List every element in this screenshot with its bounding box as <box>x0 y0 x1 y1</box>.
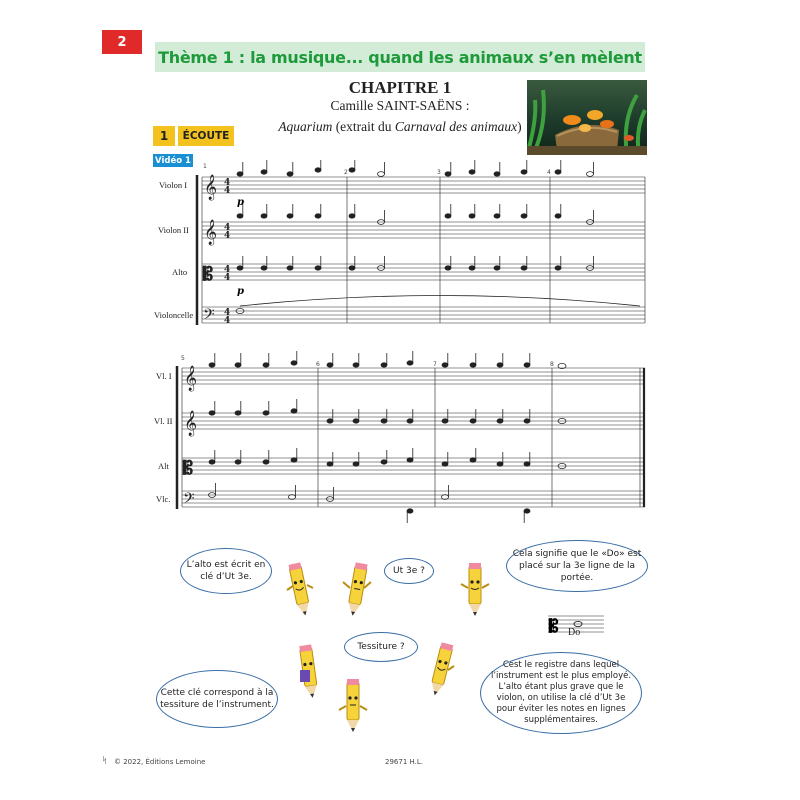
svg-text:4: 4 <box>224 186 231 196</box>
dynamic-marking: p <box>237 197 244 208</box>
instrument-label: Vl. I <box>156 371 172 381</box>
measure-number: 2 <box>344 169 348 176</box>
pencil-character-icon <box>424 640 458 700</box>
work-extract-title: Carnaval des animaux <box>394 119 518 134</box>
speech-bubble: Cest le registre dans lequel l’instrument est le plus employé. L’alto étant plus grave que le violon, on utilise la clé d’Ut 3e pour éviter les notes en lignes supplémentaires. <box>480 652 642 734</box>
svg-text:4: 4 <box>224 265 231 275</box>
speech-bubble: Ut 3e ? <box>384 558 434 584</box>
instrument-label: Vl. II <box>154 416 173 426</box>
video-badge[interactable]: Vidéo 1 <box>153 154 193 167</box>
aquarium-photo <box>527 80 647 155</box>
work-title-italic: Aquarium <box>278 119 333 134</box>
speech-bubble: Cela signifie que le «Do» est placé sur la 3e ligne de la portée. <box>506 540 648 592</box>
section-label: ÉCOUTE <box>178 126 234 146</box>
pencil-character-icon <box>283 560 317 620</box>
treble-clef-icon: 𝄞 <box>184 411 198 436</box>
measure-number: 8 <box>550 361 554 368</box>
instrument-label: Violon II <box>158 225 189 235</box>
pencil-character-icon <box>340 560 374 620</box>
svg-text:4: 4 <box>224 308 231 318</box>
page-number: 2 <box>102 30 142 54</box>
instrument-label: Alto <box>172 267 188 277</box>
composer-name: Camille SAINT-SAËNS : <box>330 98 470 113</box>
svg-text:4: 4 <box>224 223 231 233</box>
publisher-logo-icon: ᛋ <box>102 756 108 766</box>
work-extract-prefix: (extrait du <box>332 119 395 134</box>
measure-number: 6 <box>316 361 320 368</box>
staff-violon-1 <box>202 177 645 193</box>
chapter-title: CHAPITRE 1 <box>348 78 452 97</box>
pencil-character-icon <box>336 676 370 736</box>
instrument-label: Violon I <box>159 180 188 190</box>
instrument-label: Alt <box>158 461 169 471</box>
theme-banner <box>155 42 645 72</box>
do-label: Do <box>568 627 581 638</box>
pencil-character-icon <box>458 560 492 620</box>
music-score <box>140 160 660 530</box>
catalog-number: 29671 H.L. <box>385 758 423 766</box>
alto-clef-example <box>540 604 610 644</box>
bass-clef-icon: 𝄢 <box>183 490 195 511</box>
svg-text:4: 4 <box>224 273 231 283</box>
measure-number: 7 <box>433 361 437 368</box>
treble-clef-icon: 𝄞 <box>184 366 198 391</box>
speech-bubble: Cette clé correspond à la tessiture de l’instrument. <box>156 670 278 728</box>
svg-text:4: 4 <box>224 316 231 326</box>
section-number: 1 <box>153 126 175 146</box>
bass-clef-icon: 𝄢 <box>203 306 215 327</box>
svg-text:4: 4 <box>224 178 231 188</box>
treble-clef-icon: 𝄞 <box>204 175 218 200</box>
work-extract-suffix: ) <box>517 119 522 134</box>
theme-title: Thème 1 : la musique... quand les animaux s’en mèlent <box>158 47 642 67</box>
alto-clef-icon: 𝄡 <box>203 264 214 285</box>
svg-text:4: 4 <box>224 231 231 241</box>
alto-clef-icon: 𝄡 <box>183 458 194 479</box>
measure-number: 3 <box>437 169 441 176</box>
treble-clef-icon: 𝄞 <box>204 220 218 245</box>
staff-alto <box>202 264 645 280</box>
dynamic-marking: p <box>237 286 244 297</box>
instrument-label: Violoncelle <box>154 310 194 320</box>
instrument-label: Vlc. <box>156 494 171 504</box>
staff-violoncelle <box>202 307 645 323</box>
measure-number: 4 <box>547 169 551 176</box>
pencil-character-icon <box>292 642 326 702</box>
alto-clef-icon: 𝄡 <box>549 617 559 637</box>
work-title <box>230 119 570 135</box>
staff-violon-2 <box>202 222 645 238</box>
speech-bubble: L’alto est écrit en clé d’Ut 3e. <box>180 548 272 594</box>
measure-number: 5 <box>181 355 185 362</box>
measure-number: 1 <box>203 163 207 170</box>
copyright-text: © 2022, Éditions Lemoine <box>114 758 206 766</box>
speech-bubble: Tessiture ? <box>344 632 418 662</box>
